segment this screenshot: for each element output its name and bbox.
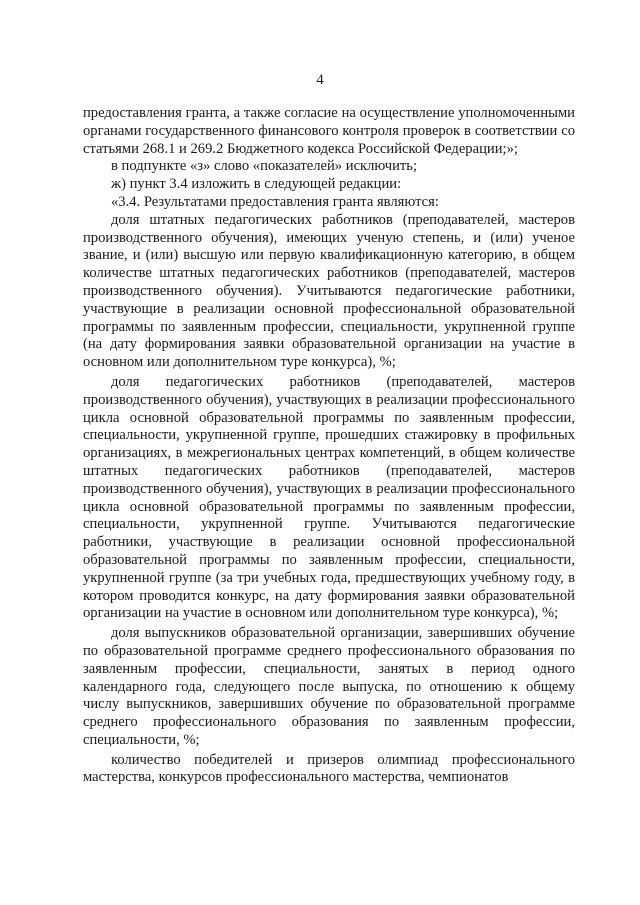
paragraph-2: в подпункте «з» слово «показателей» исключить; (111, 158, 417, 175)
paragraph-7: доля выпускников образовательной организации, завершивших обучение по образовательной программе среднего профессионального образования по заявленным профессии, специальности, занятых в период одного календарного года, следующего после выпуска, по отношению к общему числу выпускников, завершивших обучение по образовательной программе среднего профессионального образования по заявленным профессии, специальности, %; (83, 625, 575, 748)
page-number: 4 (316, 72, 324, 88)
paragraph-5: доля штатных педагогических работников (преподавателей, мастеров производственного обучения), имеющих ученую степень, и (или) ученое звание, и (или) высшую или первую квалификационную категорию, в общем количестве штатных педагогических работников (преподавателей, мастеров производственного обучения). Учитываются педагогические работники, участвующие в реализации основной профессиональной образовательной программы по заявленным профессии, специальности, укрупненной группе (на дату формирования заявки образовательной организации на участие в основном или дополнительном туре конкурса), %; (83, 211, 575, 371)
paragraph-1: предоставления гранта, а также согласие на осуществление уполномоченными органами государственного финансового контроля проверок в соответствии со статьями 268.1 и 269.2 Бюджетного кодекса Российской Федерации;»; (83, 105, 575, 157)
paragraph-4: «3.4. Результатами предоставления гранта являются: (111, 193, 439, 210)
paragraph-6: доля педагогических работников (преподавателей, мастеров производственного обучения), участвующих в реализации профессионального цикла основной образовательной программы по заявленным профессии, специальности, укрупненной группе, прошедших стажировку в профильных организациях, в межрегиональных центрах компетенций, в общем количестве штатных педагогических работников (преподавателей, мастеров производственного обучения), участвующих в реализации профессионального цикла основной образовательной программы по заявленным профессии, специальности, укрупненной группе. Учитываются педагогические работники, участвующие в реализации основной профессиональной образовательной программы по заявленным профессии, специальности, укрупненной группе (за три учебных года, предшествующих учебному году, в котором проводится конкурс, на дату формирования заявки образовательной организации на участие в основном или дополнительном туре конкурса), %; (83, 373, 575, 622)
document-body (83, 105, 575, 787)
paragraph-3: ж) пункт 3.4 изложить в следующей редакции: (111, 176, 402, 193)
paragraph-8: количество победителей и призеров олимпиад профессионального мастерства, конкурсов профессионального мастерства, чемпионатов (83, 751, 575, 786)
